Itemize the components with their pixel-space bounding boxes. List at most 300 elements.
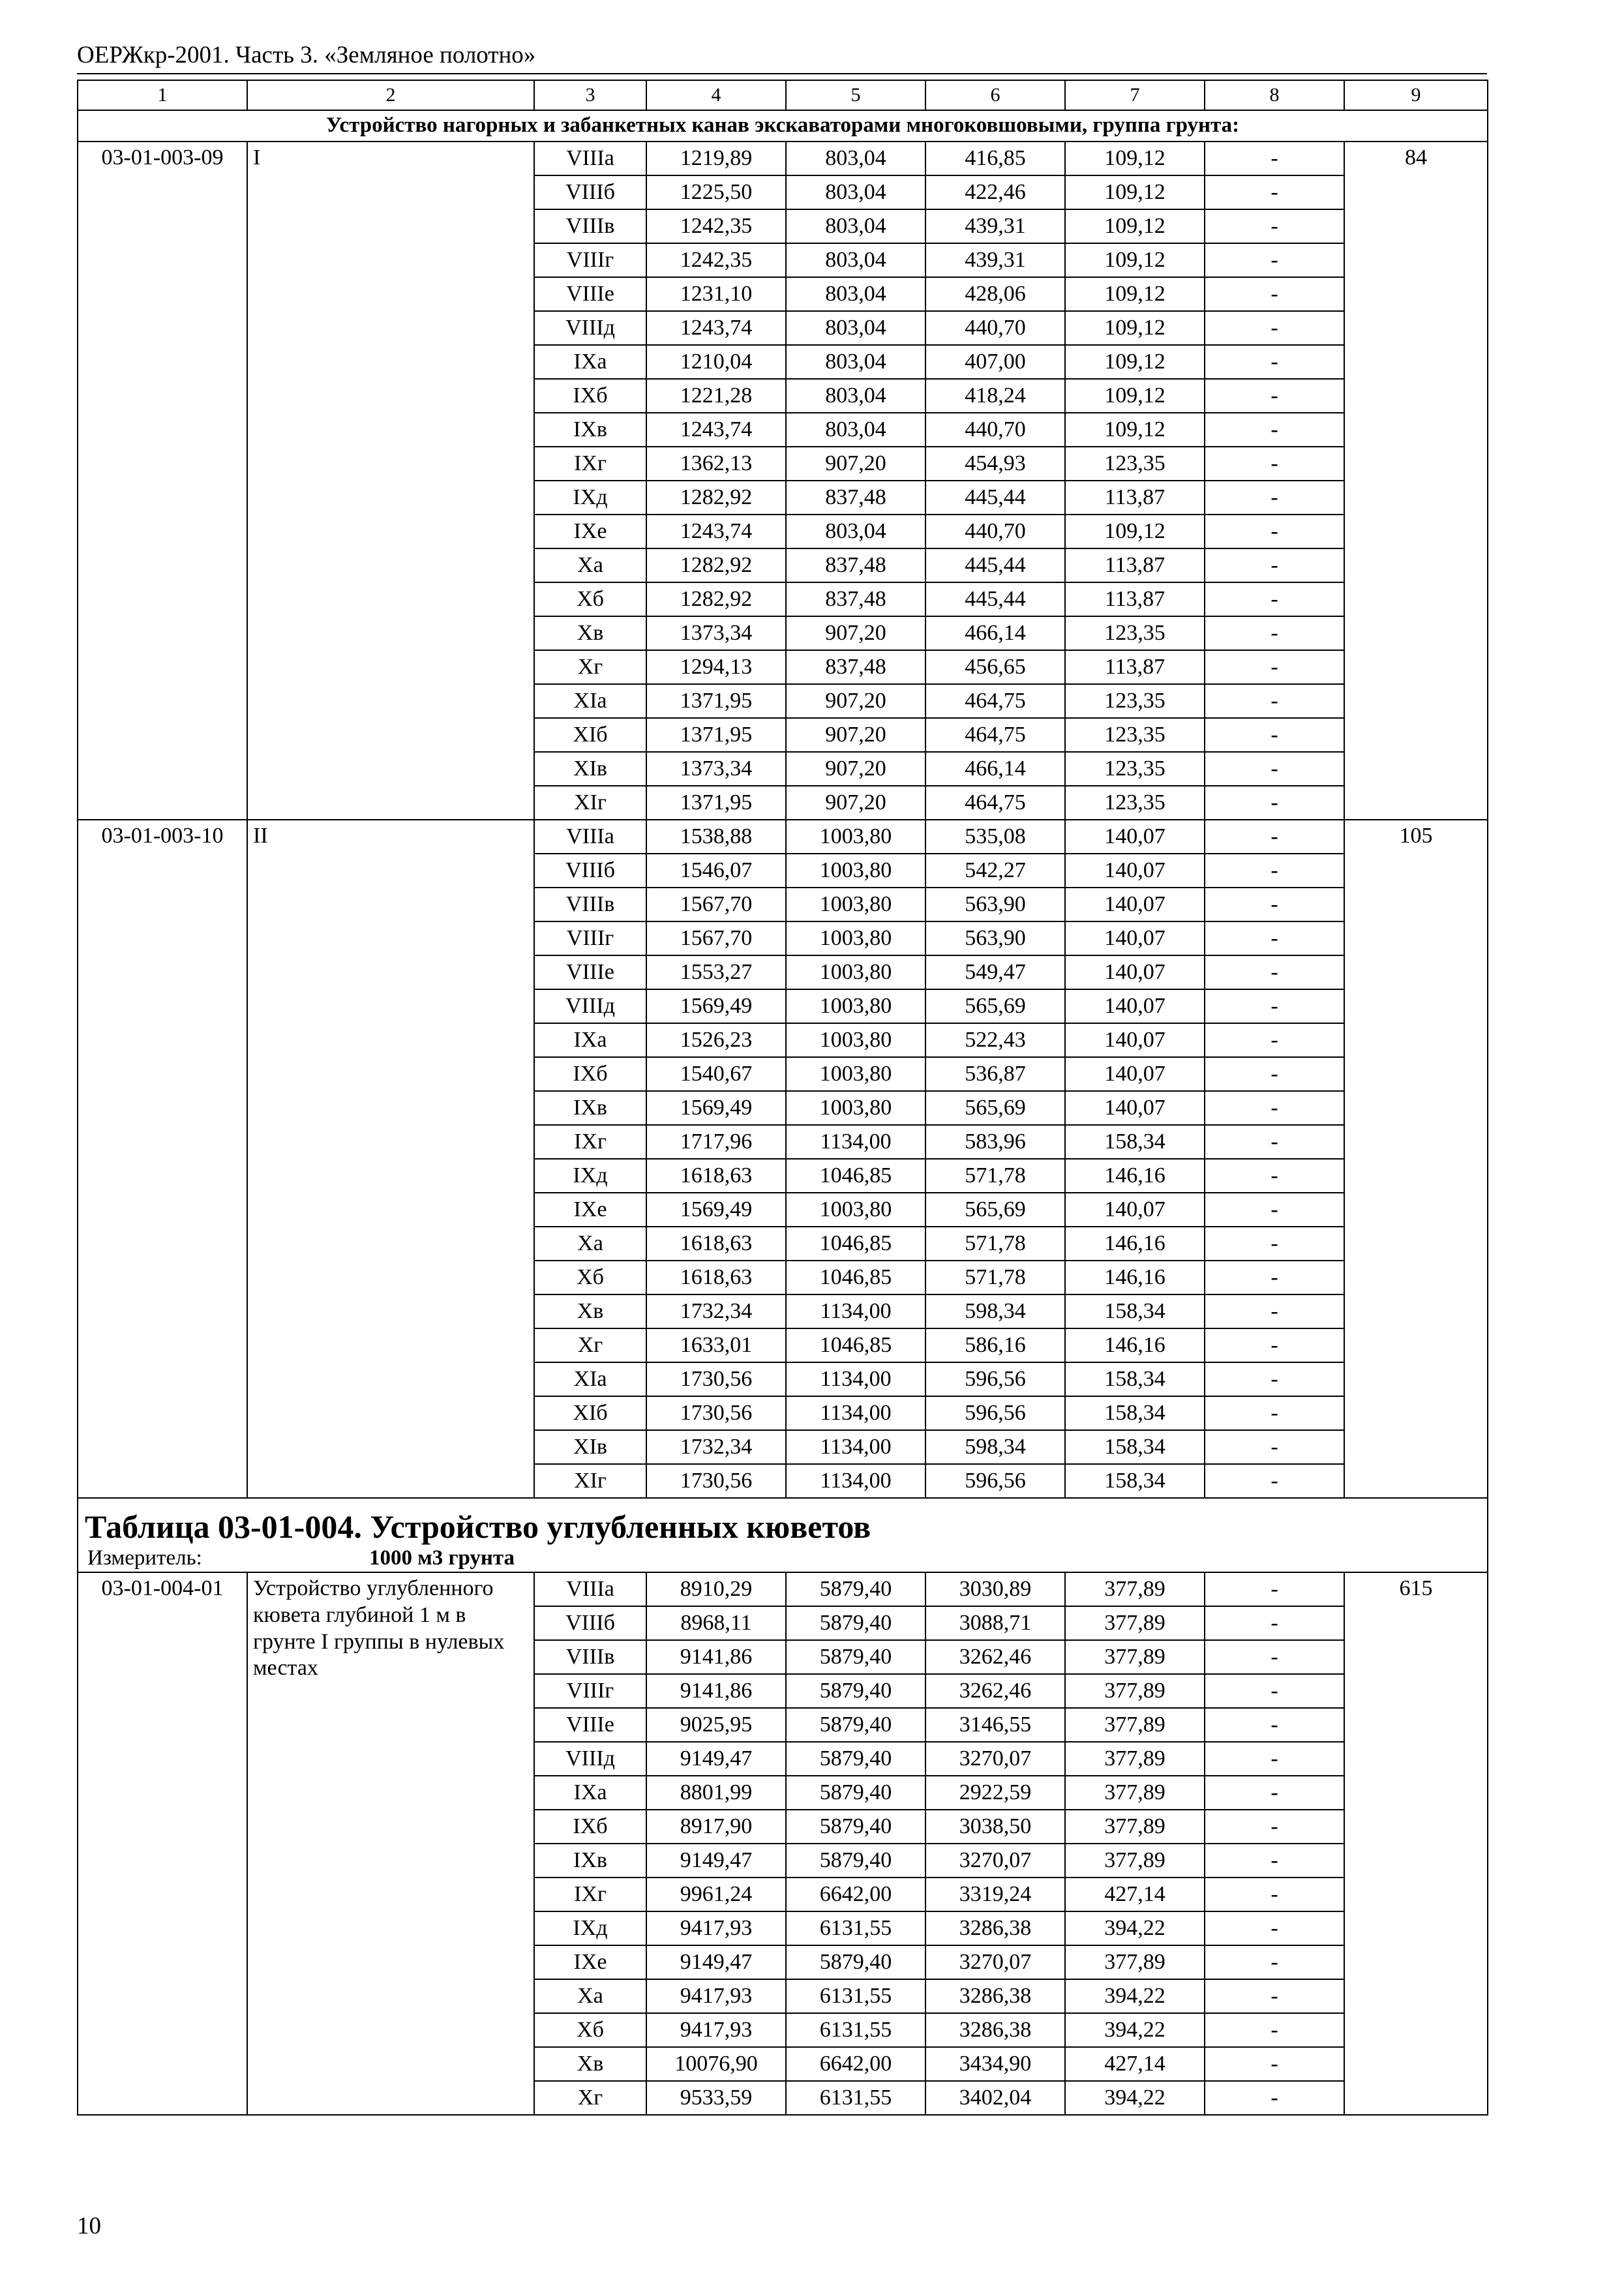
wages-cell: 1003,80 [786, 854, 925, 888]
wages-cell: 803,04 [786, 379, 925, 413]
machinist-wages-cell: 146,16 [1065, 1261, 1205, 1294]
soil-category-cell: XIб [534, 718, 646, 752]
soil-category-cell: XIв [534, 752, 646, 786]
materials-cell: - [1205, 175, 1344, 209]
rate-code-cell: 03-01-004-01 [78, 1572, 247, 2115]
machinist-wages-cell: 394,22 [1065, 1979, 1205, 2013]
machinist-wages-cell: 158,34 [1065, 1430, 1205, 1464]
wages-cell: 6131,55 [786, 1979, 925, 2013]
machinist-wages-cell: 377,89 [1065, 1640, 1205, 1674]
machines-cell: 464,75 [925, 684, 1065, 718]
soil-category-cell: IXб [534, 379, 646, 413]
total-cost-cell: 1242,35 [646, 209, 786, 243]
machinist-wages-cell: 394,22 [1065, 1911, 1205, 1945]
machinist-wages-cell: 377,89 [1065, 1810, 1205, 1844]
column-number-cell: 2 [247, 80, 534, 110]
wages-cell: 803,04 [786, 413, 925, 447]
materials-cell: - [1205, 1979, 1344, 2013]
materials-cell: - [1205, 243, 1344, 277]
machines-cell: 571,78 [925, 1159, 1065, 1193]
materials-cell: - [1205, 1945, 1344, 1979]
machinist-wages-cell: 113,87 [1065, 650, 1205, 684]
materials-cell: - [1205, 311, 1344, 345]
materials-cell: - [1205, 582, 1344, 616]
machinist-wages-cell: 113,87 [1065, 582, 1205, 616]
machines-cell: 3030,89 [925, 1572, 1065, 1606]
machinist-wages-cell: 109,12 [1065, 277, 1205, 311]
soil-category-cell: Xа [534, 1227, 646, 1261]
materials-cell: - [1205, 379, 1344, 413]
total-cost-cell: 8910,29 [646, 1572, 786, 1606]
machines-cell: 565,69 [925, 989, 1065, 1023]
rate-name-cell: I [247, 142, 534, 820]
machines-cell: 454,93 [925, 447, 1065, 481]
machines-cell: 464,75 [925, 718, 1065, 752]
header-rule [77, 73, 1487, 74]
machines-cell: 3262,46 [925, 1640, 1065, 1674]
machines-cell: 3286,38 [925, 2013, 1065, 2047]
wages-cell: 1046,85 [786, 1227, 925, 1261]
total-cost-cell: 1553,27 [646, 955, 786, 989]
soil-category-cell: Xа [534, 548, 646, 582]
soil-category-cell: VIIIе [534, 955, 646, 989]
total-cost-cell: 9141,86 [646, 1640, 786, 1674]
machinist-wages-cell: 123,35 [1065, 718, 1205, 752]
materials-cell: - [1205, 684, 1344, 718]
total-cost-cell: 1569,49 [646, 1091, 786, 1125]
machines-cell: 428,06 [925, 277, 1065, 311]
soil-category-cell: VIIIг [534, 1674, 646, 1708]
wages-cell: 1134,00 [786, 1430, 925, 1464]
machines-cell: 440,70 [925, 413, 1065, 447]
wages-cell: 837,48 [786, 582, 925, 616]
soil-category-cell: XIа [534, 1362, 646, 1396]
rates-table [77, 80, 1488, 2116]
wages-cell: 1046,85 [786, 1159, 925, 1193]
machines-cell: 536,87 [925, 1057, 1065, 1091]
wages-cell: 1134,00 [786, 1396, 925, 1430]
soil-category-cell: IXе [534, 515, 646, 548]
wages-cell: 1003,80 [786, 1057, 925, 1091]
wages-cell: 907,20 [786, 752, 925, 786]
page-number: 10 [77, 2213, 101, 2239]
wages-cell: 837,48 [786, 548, 925, 582]
materials-cell: - [1205, 413, 1344, 447]
materials-cell: - [1205, 2081, 1344, 2115]
total-cost-cell: 8917,90 [646, 1810, 786, 1844]
machines-cell: 416,85 [925, 142, 1065, 175]
soil-category-cell: VIIIв [534, 888, 646, 921]
wages-cell: 6131,55 [786, 2013, 925, 2047]
wages-cell: 6131,55 [786, 1911, 925, 1945]
soil-category-cell: Xа [534, 1979, 646, 2013]
wages-cell: 803,04 [786, 175, 925, 209]
materials-cell: - [1205, 1464, 1344, 1498]
machines-cell: 3038,50 [925, 1810, 1065, 1844]
machinist-wages-cell: 377,89 [1065, 1776, 1205, 1810]
machines-cell: 565,69 [925, 1091, 1065, 1125]
materials-cell: - [1205, 650, 1344, 684]
wages-cell: 1003,80 [786, 989, 925, 1023]
soil-category-cell: VIIIа [534, 142, 646, 175]
machinist-wages-cell: 140,07 [1065, 989, 1205, 1023]
wages-cell: 5879,40 [786, 1945, 925, 1979]
machines-cell: 3402,04 [925, 2081, 1065, 2115]
materials-cell: - [1205, 1294, 1344, 1328]
wages-cell: 5879,40 [786, 1572, 925, 1606]
soil-category-cell: Xг [534, 2081, 646, 2115]
total-cost-cell: 1221,28 [646, 379, 786, 413]
total-cost-cell: 1373,34 [646, 752, 786, 786]
materials-cell: - [1205, 1911, 1344, 1945]
wages-cell: 5879,40 [786, 1708, 925, 1742]
machines-cell: 563,90 [925, 921, 1065, 955]
total-cost-cell: 1730,56 [646, 1464, 786, 1498]
wages-cell: 803,04 [786, 277, 925, 311]
machinist-wages-cell: 377,89 [1065, 1606, 1205, 1640]
machines-cell: 445,44 [925, 548, 1065, 582]
machinist-wages-cell: 140,07 [1065, 888, 1205, 921]
wages-cell: 5879,40 [786, 1742, 925, 1776]
materials-cell: - [1205, 345, 1344, 379]
soil-category-cell: Xв [534, 616, 646, 650]
materials-cell: - [1205, 854, 1344, 888]
total-cost-cell: 9417,93 [646, 1911, 786, 1945]
total-cost-cell: 1567,70 [646, 921, 786, 955]
wages-cell: 1003,80 [786, 1023, 925, 1057]
materials-cell: - [1205, 277, 1344, 311]
total-cost-cell: 1730,56 [646, 1396, 786, 1430]
machines-cell: 418,24 [925, 379, 1065, 413]
machines-cell: 440,70 [925, 515, 1065, 548]
soil-category-cell: XIг [534, 786, 646, 820]
total-cost-cell: 1567,70 [646, 888, 786, 921]
machinist-wages-cell: 146,16 [1065, 1328, 1205, 1362]
machinist-wages-cell: 109,12 [1065, 345, 1205, 379]
column-number-cell: 6 [925, 80, 1065, 110]
soil-category-cell: IXб [534, 1057, 646, 1091]
materials-cell: - [1205, 515, 1344, 548]
machines-cell: 583,96 [925, 1125, 1065, 1159]
soil-category-cell: VIIIа [534, 820, 646, 854]
materials-cell: - [1205, 1159, 1344, 1193]
machines-cell: 563,90 [925, 888, 1065, 921]
materials-cell: - [1205, 1430, 1344, 1464]
soil-category-cell: XIб [534, 1396, 646, 1430]
materials-cell: - [1205, 2047, 1344, 2081]
total-cost-cell: 1294,13 [646, 650, 786, 684]
soil-category-cell: Xг [534, 1328, 646, 1362]
machines-cell: 596,56 [925, 1396, 1065, 1430]
machinist-wages-cell: 113,87 [1065, 481, 1205, 515]
soil-category-cell: IXе [534, 1193, 646, 1227]
section-heading: Устройство нагорных и забанкетных канав экскаваторами многоковшовыми, группа грунта: [78, 110, 1488, 142]
wages-cell: 1134,00 [786, 1125, 925, 1159]
total-cost-cell: 1618,63 [646, 1159, 786, 1193]
soil-category-cell: VIIIд [534, 1742, 646, 1776]
soil-category-cell: Xв [534, 2047, 646, 2081]
wages-cell: 6642,00 [786, 2047, 925, 2081]
soil-category-cell: Xб [534, 1261, 646, 1294]
materials-cell: - [1205, 1810, 1344, 1844]
machines-cell: 3270,07 [925, 1742, 1065, 1776]
total-cost-cell: 1732,34 [646, 1430, 786, 1464]
machinist-wages-cell: 146,16 [1065, 1159, 1205, 1193]
total-cost-cell: 1242,35 [646, 243, 786, 277]
machines-cell: 571,78 [925, 1227, 1065, 1261]
materials-cell: - [1205, 1057, 1344, 1091]
wages-cell: 1003,80 [786, 888, 925, 921]
machines-cell: 464,75 [925, 786, 1065, 820]
soil-category-cell: VIIIв [534, 1640, 646, 1674]
machinist-wages-cell: 158,34 [1065, 1294, 1205, 1328]
soil-category-cell: VIIIа [534, 1572, 646, 1606]
machinist-wages-cell: 113,87 [1065, 548, 1205, 582]
machinist-wages-cell: 109,12 [1065, 413, 1205, 447]
soil-category-cell: Xг [534, 650, 646, 684]
machinist-wages-cell: 109,12 [1065, 209, 1205, 243]
soil-category-cell: XIг [534, 1464, 646, 1498]
materials-cell: - [1205, 209, 1344, 243]
machines-cell: 445,44 [925, 582, 1065, 616]
total-cost-cell: 9417,93 [646, 2013, 786, 2047]
wages-cell: 1003,80 [786, 1193, 925, 1227]
machines-cell: 466,14 [925, 752, 1065, 786]
materials-cell: - [1205, 1125, 1344, 1159]
soil-category-cell: IXд [534, 1159, 646, 1193]
machines-cell: 3434,90 [925, 2047, 1065, 2081]
materials-cell: - [1205, 1742, 1344, 1776]
total-cost-cell: 9149,47 [646, 1844, 786, 1878]
soil-category-cell: VIIIе [534, 1708, 646, 1742]
machines-cell: 422,46 [925, 175, 1065, 209]
wages-cell: 803,04 [786, 142, 925, 175]
machines-cell: 3319,24 [925, 1878, 1065, 1911]
total-cost-cell: 1371,95 [646, 786, 786, 820]
wages-cell: 803,04 [786, 311, 925, 345]
materials-cell: - [1205, 1261, 1344, 1294]
machines-cell: 456,65 [925, 650, 1065, 684]
soil-category-cell: VIIIг [534, 921, 646, 955]
table-row [78, 142, 1488, 175]
total-cost-cell: 1210,04 [646, 345, 786, 379]
machinist-wages-cell: 140,07 [1065, 921, 1205, 955]
total-cost-cell: 1231,10 [646, 277, 786, 311]
materials-cell: - [1205, 1776, 1344, 1810]
materials-cell: - [1205, 1328, 1344, 1362]
rates-table-body [78, 80, 1488, 2115]
total-cost-cell: 9417,93 [646, 1979, 786, 2013]
section-heading-row [78, 110, 1488, 142]
machinist-wages-cell: 427,14 [1065, 1878, 1205, 1911]
table-title: Таблица 03-01-004. Устройство углубленных кюветов [78, 1498, 1488, 1546]
machinist-wages-cell: 140,07 [1065, 820, 1205, 854]
column-number-cell: 9 [1344, 80, 1488, 110]
machinist-wages-cell: 158,34 [1065, 1125, 1205, 1159]
total-cost-cell: 1243,74 [646, 413, 786, 447]
wages-cell: 1003,80 [786, 921, 925, 955]
total-cost-cell: 1243,74 [646, 515, 786, 548]
machinist-wages-cell: 140,07 [1065, 1091, 1205, 1125]
machines-cell: 440,70 [925, 311, 1065, 345]
wages-cell: 907,20 [786, 684, 925, 718]
soil-category-cell: IXд [534, 1911, 646, 1945]
machines-cell: 586,16 [925, 1328, 1065, 1362]
wages-cell: 907,20 [786, 786, 925, 820]
total-cost-cell: 1540,67 [646, 1057, 786, 1091]
soil-category-cell: IXа [534, 1023, 646, 1057]
column-number-cell: 7 [1065, 80, 1205, 110]
wages-cell: 907,20 [786, 447, 925, 481]
soil-category-cell: XIа [534, 684, 646, 718]
total-cost-cell: 1225,50 [646, 175, 786, 209]
total-cost-cell: 1526,23 [646, 1023, 786, 1057]
table-row [78, 820, 1488, 854]
wages-cell: 803,04 [786, 345, 925, 379]
total-cost-cell: 9149,47 [646, 1945, 786, 1979]
machinist-wages-cell: 123,35 [1065, 616, 1205, 650]
soil-category-cell: Xб [534, 2013, 646, 2047]
document-header: ОЕРЖкр-2001. Часть 3. «Земляное полотно» [77, 42, 536, 68]
total-cost-cell: 1618,63 [646, 1261, 786, 1294]
materials-cell: - [1205, 1023, 1344, 1057]
machinist-wages-cell: 123,35 [1065, 752, 1205, 786]
machinist-wages-cell: 140,07 [1065, 1057, 1205, 1091]
total-cost-cell: 1717,96 [646, 1125, 786, 1159]
unit-row [78, 1546, 1488, 1572]
wages-cell: 1046,85 [786, 1328, 925, 1362]
total-cost-cell: 1618,63 [646, 1227, 786, 1261]
materials-cell: - [1205, 1708, 1344, 1742]
machinist-wages-cell: 140,07 [1065, 955, 1205, 989]
soil-category-cell: VIIIе [534, 277, 646, 311]
materials-cell: - [1205, 752, 1344, 786]
machines-cell: 439,31 [925, 209, 1065, 243]
rate-code-cell: 03-01-003-09 [78, 142, 247, 820]
machinist-wages-cell: 123,35 [1065, 684, 1205, 718]
soil-category-cell: IXв [534, 413, 646, 447]
total-cost-cell: 1282,92 [646, 582, 786, 616]
machinist-wages-cell: 377,89 [1065, 1674, 1205, 1708]
machines-cell: 445,44 [925, 481, 1065, 515]
wages-cell: 5879,40 [786, 1674, 925, 1708]
machinist-wages-cell: 140,07 [1065, 1193, 1205, 1227]
total-cost-cell: 1546,07 [646, 854, 786, 888]
wages-cell: 5879,40 [786, 1810, 925, 1844]
machinist-wages-cell: 158,34 [1065, 1396, 1205, 1430]
materials-cell: - [1205, 888, 1344, 921]
total-cost-cell: 1362,13 [646, 447, 786, 481]
materials-cell: - [1205, 1362, 1344, 1396]
total-cost-cell: 1373,34 [646, 616, 786, 650]
materials-cell: - [1205, 1396, 1344, 1430]
machinist-wages-cell: 377,89 [1065, 1708, 1205, 1742]
rate-name-cell: II [247, 820, 534, 1498]
materials-cell: - [1205, 1844, 1344, 1878]
column-number-row [78, 80, 1488, 110]
machinist-wages-cell: 158,34 [1065, 1362, 1205, 1396]
machinist-wages-cell: 377,89 [1065, 1742, 1205, 1776]
materials-cell: - [1205, 548, 1344, 582]
column-number-cell: 8 [1205, 80, 1344, 110]
machines-cell: 522,43 [925, 1023, 1065, 1057]
rate-name-cell: Устройство углубленного кювета глубиной 1 м в грунте I группы в нулевых местах [247, 1572, 534, 2115]
wages-cell: 6642,00 [786, 1878, 925, 1911]
rate-code-cell: 03-01-003-10 [78, 820, 247, 1498]
soil-category-cell: VIIIб [534, 175, 646, 209]
total-cost-cell: 1569,49 [646, 989, 786, 1023]
materials-cell: - [1205, 921, 1344, 955]
column-number-cell: 3 [534, 80, 646, 110]
wages-cell: 5879,40 [786, 1776, 925, 1810]
total-cost-cell: 9149,47 [646, 1742, 786, 1776]
total-cost-cell: 9961,24 [646, 1878, 786, 1911]
machines-cell: 598,34 [925, 1430, 1065, 1464]
machines-cell: 3270,07 [925, 1945, 1065, 1979]
wages-cell: 6131,55 [786, 2081, 925, 2115]
unit-cell [78, 1546, 1488, 1572]
machinist-wages-cell: 394,22 [1065, 2013, 1205, 2047]
materials-cell: - [1205, 786, 1344, 820]
machinist-wages-cell: 158,34 [1065, 1464, 1205, 1498]
materials-cell: - [1205, 1606, 1344, 1640]
soil-category-cell: VIIIд [534, 989, 646, 1023]
materials-cell: - [1205, 989, 1344, 1023]
machines-cell: 3146,55 [925, 1708, 1065, 1742]
unit-label: Измеритель: [87, 1546, 202, 1570]
wages-cell: 907,20 [786, 616, 925, 650]
soil-category-cell: IXб [534, 1810, 646, 1844]
soil-category-cell: IXг [534, 1878, 646, 1911]
machinist-wages-cell: 140,07 [1065, 1023, 1205, 1057]
total-cost-cell: 1282,92 [646, 548, 786, 582]
machines-cell: 571,78 [925, 1261, 1065, 1294]
soil-category-cell: IXв [534, 1844, 646, 1878]
machines-cell: 542,27 [925, 854, 1065, 888]
wages-cell: 907,20 [786, 718, 925, 752]
materials-cell: - [1205, 1227, 1344, 1261]
total-cost-cell: 1219,89 [646, 142, 786, 175]
materials-cell: - [1205, 820, 1344, 854]
wages-cell: 837,48 [786, 650, 925, 684]
total-cost-cell: 10076,90 [646, 2047, 786, 2081]
materials-cell: - [1205, 1878, 1344, 1911]
machines-cell: 598,34 [925, 1294, 1065, 1328]
materials-cell: - [1205, 1572, 1344, 1606]
soil-category-cell: VIIIг [534, 243, 646, 277]
soil-category-cell: IXг [534, 1125, 646, 1159]
machinist-wages-cell: 146,16 [1065, 1227, 1205, 1261]
materials-cell: - [1205, 142, 1344, 175]
machinist-wages-cell: 109,12 [1065, 175, 1205, 209]
wages-cell: 1134,00 [786, 1362, 925, 1396]
machinist-wages-cell: 109,12 [1065, 379, 1205, 413]
materials-cell: - [1205, 2013, 1344, 2047]
machinist-wages-cell: 427,14 [1065, 2047, 1205, 2081]
table-row [78, 1572, 1488, 1606]
materials-cell: - [1205, 447, 1344, 481]
wages-cell: 5879,40 [786, 1606, 925, 1640]
column-9-cell: 84 [1344, 142, 1488, 820]
machines-cell: 439,31 [925, 243, 1065, 277]
total-cost-cell: 1730,56 [646, 1362, 786, 1396]
soil-category-cell: Xб [534, 582, 646, 616]
wages-cell: 1134,00 [786, 1294, 925, 1328]
machinist-wages-cell: 109,12 [1065, 142, 1205, 175]
wages-cell: 1003,80 [786, 820, 925, 854]
machines-cell: 466,14 [925, 616, 1065, 650]
wages-cell: 837,48 [786, 481, 925, 515]
